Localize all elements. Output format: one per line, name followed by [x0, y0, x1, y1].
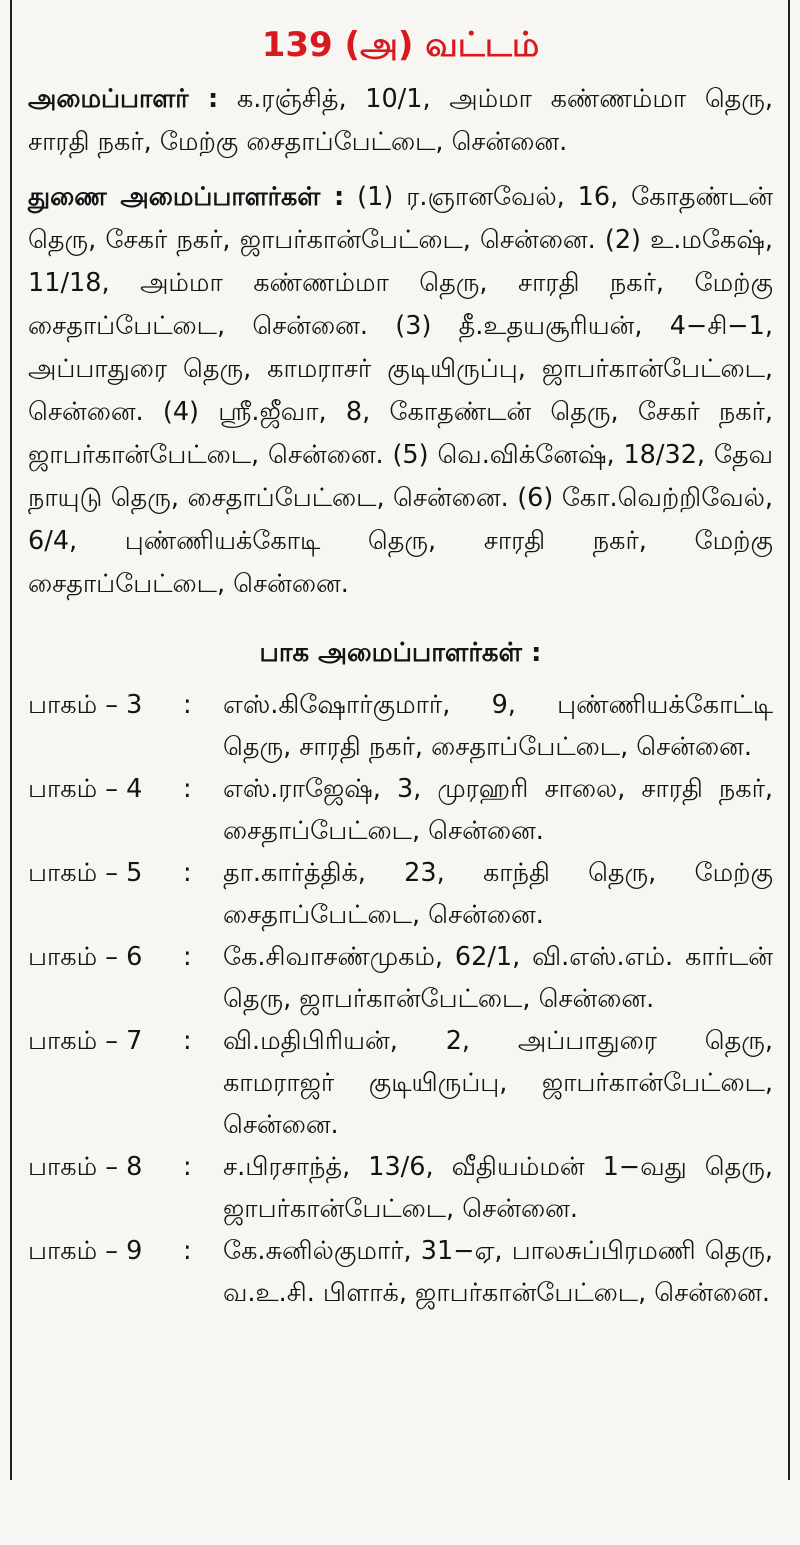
left-column-rule: [10, 0, 12, 1480]
part-name: பாகம் – 7: [28, 1026, 143, 1056]
part-text: கே.சுனில்குமார், 31−ஏ, பாலசுப்பிரமணி தெரு, வ.உ.சி. பிளாக், ஜாபர்கான்பேட்டை, சென்னை.: [223, 1236, 773, 1308]
deputy-organizers-paragraph: [28, 176, 773, 606]
part-organizers-heading: பாக அமைப்பாளர்கள் :: [259, 638, 542, 668]
part-row: [28, 1230, 773, 1314]
part-colon: :: [183, 774, 192, 804]
part-row: [28, 936, 773, 1020]
part-colon: :: [183, 690, 192, 720]
organizer-text: க.ரஞ்சித், 10/1, அம்மா கண்ணம்மா தெரு, சாரதி நகர், மேற்கு சைதாப்பேட்டை, சென்னை.: [28, 84, 774, 157]
part-text: ச.பிரசாந்த், 13/6, வீதியம்மன் 1−வது தெரு, ஜாபர்கான்பேட்டை, சென்னை.: [223, 1152, 773, 1224]
deputy-organizers-text: (1) ர.ஞானவேல், 16, கோதண்டன் தெரு, சேகர் நகர், ஜாபர்கான்பேட்டை, சென்னை. (2) உ.மகேஷ், 11/18, அம்மா கண்ணம்மா தெரு, சாரதி நகர், மேற்கு சைதாப்பேட்டை, சென்னை. (3) தீ.உதயசூரியன், 4−சி−1, அப்பாதுரை தெரு, காமராசர் குடியிருப்பு, ஜாபர்கான்பேட்டை, சென்னை. (4) ஸ்ரீ.ஜீவா, 8, கோதண்டன் தெரு, சேகர் நகர், ஜாபர்கான்பேட்டை, சென்னை. (5) வெ.விக்னேஷ், 18/32, தேவ நாயுடு தெரு, சைதாப்பேட்டை, சென்னை. (6) கோ.வெற்றிவேல், 6/4, புண்ணியக்கோடி தெரு, சாரதி நகர், மேற்கு சைதாப்பேட்டை, சென்னை.: [28, 182, 773, 599]
part-name: பாகம் – 8: [28, 1152, 143, 1182]
part-name: பாகம் – 6: [28, 942, 143, 972]
part-text: எஸ்.கிஷோர்குமார், 9, புண்ணியக்கோட்டி தெரு, சாரதி நகர், சைதாப்பேட்டை, சென்னை.: [223, 690, 773, 762]
organizer-label: அமைப்பாளர் :: [28, 84, 219, 114]
part-name: பாகம் – 9: [28, 1236, 143, 1266]
organizer-paragraph: [28, 78, 773, 164]
part-colon: :: [183, 1026, 192, 1056]
part-row: [28, 1146, 773, 1230]
part-name: பாகம் – 4: [28, 774, 143, 804]
section-title: 139 (அ) வட்டம்: [261, 25, 540, 65]
part-row: [28, 768, 773, 852]
part-name: பாகம் – 3: [28, 690, 143, 720]
part-name: பாகம் – 5: [28, 858, 143, 888]
part-text: கே.சிவாசண்முகம், 62/1, வி.எஸ்.எம். கார்டன் தெரு, ஜாபர்கான்பேட்டை, சென்னை.: [223, 942, 773, 1014]
part-colon: :: [183, 1152, 192, 1182]
part-colon: :: [183, 858, 192, 888]
part-text: தா.கார்த்திக், 23, காந்தி தெரு, மேற்கு சைதாப்பேட்டை, சென்னை.: [223, 858, 773, 930]
part-row: [28, 1020, 773, 1146]
right-column-rule: [788, 0, 790, 1480]
part-text: வி.மதிபிரியன், 2, அப்பாதுரை தெரு, காமராஜர் குடியிருப்பு, ஜாபர்கான்பேட்டை, சென்னை.: [223, 1026, 773, 1140]
deputy-organizers-label: துணை அமைப்பாளர்கள் :: [28, 182, 345, 212]
part-row: [28, 684, 773, 768]
part-colon: :: [183, 1236, 192, 1266]
part-text: எஸ்.ராஜேஷ், 3, முரஹரி சாலை, சாரதி நகர், சைதாப்பேட்டை, சென்னை.: [223, 774, 773, 846]
part-colon: :: [183, 942, 192, 972]
part-row: [28, 852, 773, 936]
article-body: [28, 20, 773, 1314]
part-organizers-list: [28, 684, 773, 1314]
